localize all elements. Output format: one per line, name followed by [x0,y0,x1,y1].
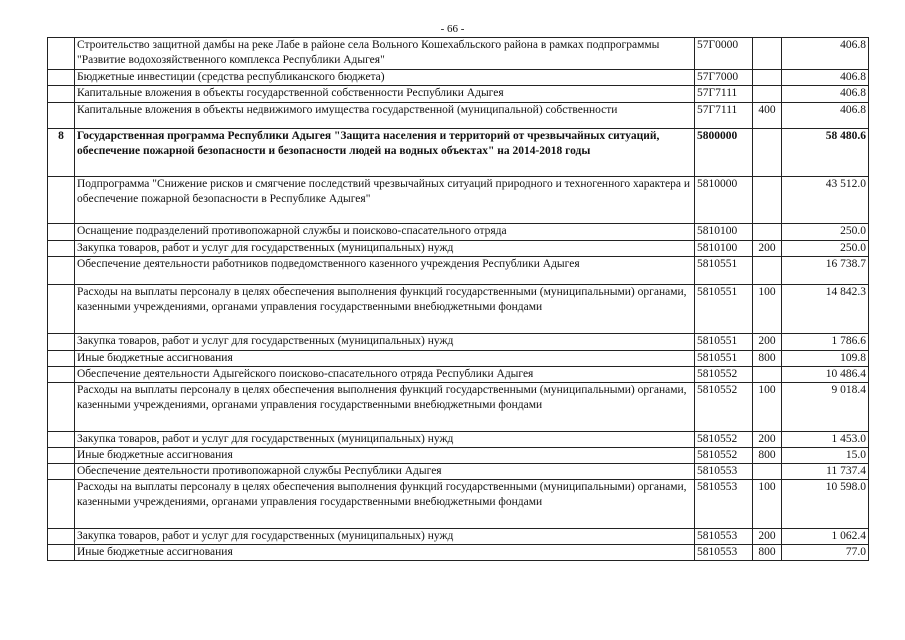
expense-type-cell: 100 [753,285,782,334]
item-name-cell: Подпрограмма "Снижение рисков и смягчение последствий чрезвычайных ситуаций природного и техногенного характера и обеспечение пожарной безопасности в Республике Адыгея" [75,177,695,224]
item-name-cell: Капитальные вложения в объекты недвижимого имущества государственной (муниципальной) собственности [75,103,695,129]
table-row [48,529,869,545]
expense-type-cell: 200 [753,334,782,351]
row-number-cell [48,351,75,367]
table-row [48,38,869,70]
table-row [48,480,869,529]
expense-type-cell [753,257,782,285]
item-name-cell: Обеспечение деятельности работников подведомственного казенного учреждения Республики Адыгея [75,257,695,285]
expense-type-cell: 200 [753,241,782,257]
table-row [48,257,869,285]
amount-cell: 43 512.0 [782,177,869,224]
item-name-cell: Расходы на выплаты персоналу в целях обеспечения выполнения функций государственными (муниципальными) органами, казенными учреждениями, органами управления государственными внебюджетными фондами [75,285,695,334]
budget-table-body [48,38,869,561]
item-name-cell: Расходы на выплаты персоналу в целях обеспечения выполнения функций государственными (муниципальными) органами, казенными учреждениями, органами управления государственными внебюджетными фондами [75,383,695,432]
expense-type-cell: 200 [753,432,782,448]
table-row [48,367,869,383]
row-number-cell [48,86,75,103]
amount-cell: 9 018.4 [782,383,869,432]
amount-cell: 1 786.6 [782,334,869,351]
amount-cell: 11 737.4 [782,464,869,480]
row-number-cell: 8 [48,129,75,177]
amount-cell: 1 453.0 [782,432,869,448]
amount-cell: 10 486.4 [782,367,869,383]
item-name-cell: Обеспечение деятельности Адыгейского поисково-спасательного отряда Республики Адыгея [75,367,695,383]
item-name-cell: Закупка товаров, работ и услуг для государственных (муниципальных) нужд [75,334,695,351]
table-row [48,383,869,432]
amount-cell: 16 738.7 [782,257,869,285]
target-code-cell: 5810553 [695,480,753,529]
expense-type-cell [753,86,782,103]
expense-type-cell [753,464,782,480]
expense-type-cell: 400 [753,103,782,129]
budget-table [47,37,869,561]
target-code-cell: 5810551 [695,285,753,334]
target-code-cell: 57Г7111 [695,103,753,129]
row-number-cell [48,383,75,432]
target-code-cell: 5810100 [695,224,753,241]
row-number-cell [48,448,75,464]
expense-type-cell [753,367,782,383]
target-code-cell: 5810100 [695,241,753,257]
item-name-cell: Иные бюджетные ассигнования [75,545,695,561]
row-number-cell [48,529,75,545]
table-row [48,224,869,241]
table-row [48,432,869,448]
row-number-cell [48,334,75,351]
row-number-cell [48,70,75,86]
row-number-cell [48,285,75,334]
table-row [48,177,869,224]
row-number-cell [48,257,75,285]
expense-type-cell: 800 [753,448,782,464]
item-name-cell: Расходы на выплаты персоналу в целях обеспечения выполнения функций государственными (муниципальными) органами, казенными учреждениями, органами управления государственными внебюджетными фондами [75,480,695,529]
amount-cell: 1 062.4 [782,529,869,545]
target-code-cell: 57Г7000 [695,70,753,86]
expense-type-cell: 100 [753,383,782,432]
item-name-cell: Государственная программа Республики Адыгея "Защита населения и территорий от чрезвычайных ситуаций, обеспечение пожарной безопасности и безопасности людей на водных объектах" на 2014-2018 годы [75,129,695,177]
item-name-cell: Бюджетные инвестиции (средства республиканского бюджета) [75,70,695,86]
table-row [48,334,869,351]
table-row [48,129,869,177]
expense-type-cell [753,38,782,70]
amount-cell: 406.8 [782,70,869,86]
expense-type-cell: 200 [753,529,782,545]
amount-cell: 406.8 [782,103,869,129]
item-name-cell: Иные бюджетные ассигнования [75,351,695,367]
target-code-cell: 5810553 [695,545,753,561]
amount-cell: 58 480.6 [782,129,869,177]
expense-type-cell [753,129,782,177]
table-row [48,86,869,103]
amount-cell: 250.0 [782,224,869,241]
amount-cell: 406.8 [782,38,869,70]
row-number-cell [48,367,75,383]
table-row [48,285,869,334]
table-row [48,103,869,129]
table-row [48,464,869,480]
row-number-cell [48,464,75,480]
target-code-cell: 5810000 [695,177,753,224]
amount-cell: 109.8 [782,351,869,367]
item-name-cell: Закупка товаров, работ и услуг для государственных (муниципальных) нужд [75,241,695,257]
expense-type-cell: 800 [753,545,782,561]
table-row [48,241,869,257]
row-number-cell [48,177,75,224]
expense-type-cell: 800 [753,351,782,367]
target-code-cell: 5810553 [695,464,753,480]
target-code-cell: 57Г7111 [695,86,753,103]
target-code-cell: 5810551 [695,351,753,367]
amount-cell: 14 842.3 [782,285,869,334]
item-name-cell: Закупка товаров, работ и услуг для государственных (муниципальных) нужд [75,432,695,448]
row-number-cell [48,103,75,129]
amount-cell: 15.0 [782,448,869,464]
item-name-cell: Капитальные вложения в объекты государственной собственности Республики Адыгея [75,86,695,103]
target-code-cell: 5810551 [695,334,753,351]
target-code-cell: 5810553 [695,529,753,545]
item-name-cell: Оснащение подразделений противопожарной службы и поисково-спасательного отряда [75,224,695,241]
item-name-cell: Обеспечение деятельности противопожарной службы Республики Адыгея [75,464,695,480]
expense-type-cell: 100 [753,480,782,529]
row-number-cell [48,241,75,257]
target-code-cell: 57Г0000 [695,38,753,70]
target-code-cell: 5810552 [695,448,753,464]
target-code-cell: 5810552 [695,367,753,383]
item-name-cell: Строительство защитной дамбы на реке Лабе в районе села Вольного Кошехабльского района в рамках подпрограммы "Развитие водохозяйственного комплекса Республики Адыгея" [75,38,695,70]
target-code-cell: 5800000 [695,129,753,177]
expense-type-cell [753,70,782,86]
expense-type-cell [753,224,782,241]
amount-cell: 10 598.0 [782,480,869,529]
row-number-cell [48,38,75,70]
item-name-cell: Закупка товаров, работ и услуг для государственных (муниципальных) нужд [75,529,695,545]
item-name-cell: Иные бюджетные ассигнования [75,448,695,464]
row-number-cell [48,545,75,561]
amount-cell: 250.0 [782,241,869,257]
table-row [48,70,869,86]
amount-cell: 406.8 [782,86,869,103]
table-row [48,351,869,367]
page-number: - 66 - [440,23,465,35]
target-code-cell: 5810552 [695,432,753,448]
target-code-cell: 5810551 [695,257,753,285]
row-number-cell [48,480,75,529]
target-code-cell: 5810552 [695,383,753,432]
row-number-cell [48,432,75,448]
expense-type-cell [753,177,782,224]
table-row [48,448,869,464]
amount-cell: 77.0 [782,545,869,561]
row-number-cell [48,224,75,241]
table-row [48,545,869,561]
